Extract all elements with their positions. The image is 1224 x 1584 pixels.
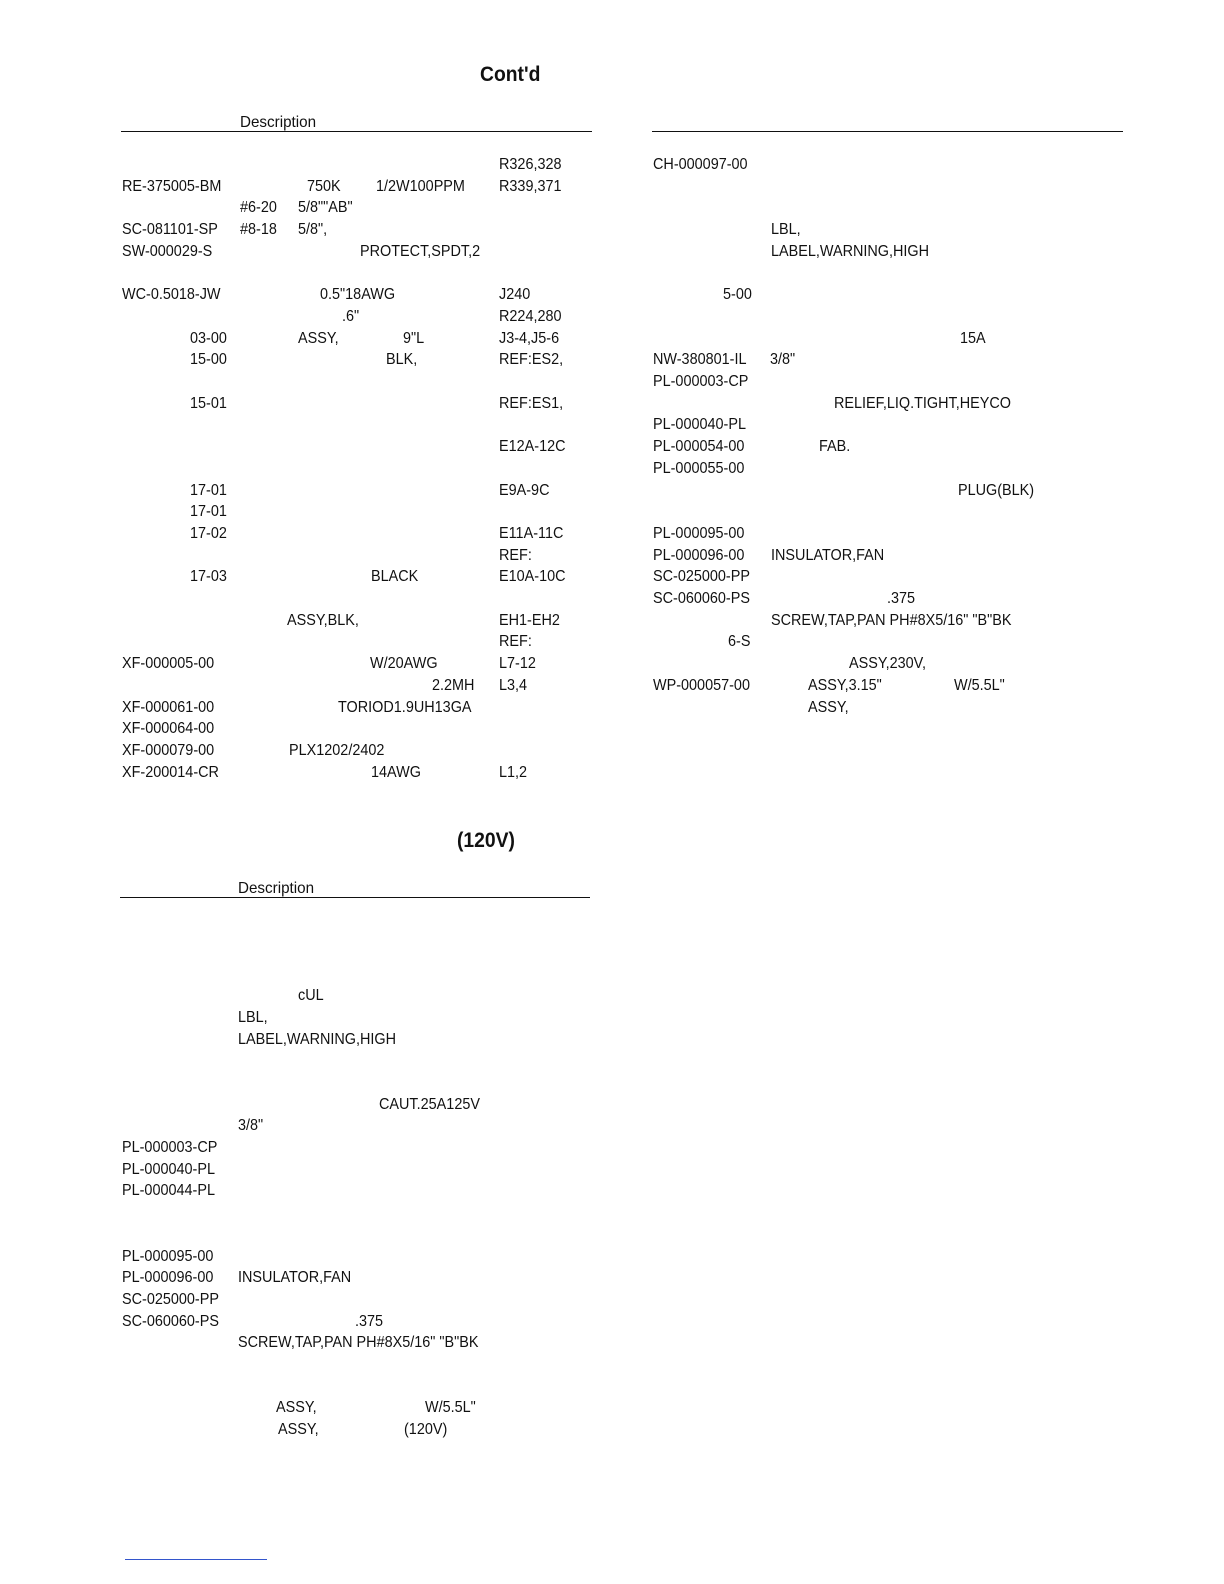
table-row bbox=[0, 742, 1224, 762]
table-row bbox=[0, 1399, 1224, 1419]
cell-c2: .6" bbox=[342, 307, 360, 325]
table-row bbox=[0, 1204, 1224, 1224]
table-row bbox=[0, 547, 1224, 567]
cell-part: PL-000044-PL bbox=[122, 1182, 215, 1200]
table-row bbox=[0, 1421, 1224, 1441]
cell-c2: ASSY, bbox=[276, 1399, 317, 1417]
table-row bbox=[0, 1313, 1224, 1333]
table-row bbox=[0, 1052, 1224, 1072]
table-row bbox=[0, 590, 1224, 610]
table-row bbox=[0, 987, 1224, 1007]
cell-part: SC-025000-PP bbox=[653, 568, 750, 586]
cell-c1: LABEL,WARNING,HIGH bbox=[238, 1030, 397, 1048]
table-row bbox=[0, 699, 1224, 719]
bottom-table-column-header: Description bbox=[238, 880, 315, 897]
cell-part: 15-00 bbox=[190, 351, 227, 369]
cell-c1: 3/8" bbox=[238, 1117, 264, 1135]
table-row bbox=[0, 1009, 1224, 1029]
cell-part: PL-000096-00 bbox=[122, 1269, 214, 1287]
cell-c3: 14AWG bbox=[371, 763, 421, 781]
cell-part: SC-060060-PS bbox=[653, 590, 750, 607]
cell-ref: REF: bbox=[499, 633, 532, 651]
cell-c3: BLK, bbox=[386, 351, 418, 369]
right-table-rule bbox=[652, 131, 1123, 132]
cell-c3: PROTECT,SPDT,2 bbox=[360, 242, 481, 260]
table-row bbox=[0, 965, 1224, 985]
left-table-column-header: Description bbox=[240, 114, 317, 131]
cell-c1: SCREW,TAP,PAN PH#8X5/16" "B"BK bbox=[238, 1334, 479, 1352]
table-row bbox=[0, 568, 1224, 588]
cell-c1: INSULATOR,FAN bbox=[771, 546, 885, 564]
table-row bbox=[0, 944, 1224, 964]
table-row bbox=[0, 525, 1224, 545]
cell-c3: CAUT.25A125V bbox=[379, 1095, 480, 1113]
cell-part: SC-081101-SP bbox=[122, 221, 218, 239]
cell-part: 17-01 bbox=[190, 503, 227, 521]
cell-part: 03-00 bbox=[190, 329, 227, 347]
table-row bbox=[0, 199, 1224, 219]
cell-ref: J3-4,J5-6 bbox=[499, 329, 560, 347]
cell-part: PL-000040-PL bbox=[122, 1160, 215, 1178]
table-row bbox=[0, 1334, 1224, 1354]
cell-part: 17-03 bbox=[190, 568, 227, 586]
table-row bbox=[0, 351, 1224, 371]
cell-part: PL-000054-00 bbox=[653, 438, 745, 456]
cell-part: 5-00 bbox=[723, 286, 752, 304]
table-row bbox=[0, 764, 1224, 784]
cell-ref: REF: bbox=[499, 546, 532, 564]
table-row bbox=[0, 1356, 1224, 1376]
table-row bbox=[0, 308, 1224, 328]
table-row bbox=[0, 482, 1224, 502]
cell-c2: .375 bbox=[887, 590, 916, 607]
cell-ref: E9A-9C bbox=[499, 481, 550, 499]
table-row bbox=[0, 633, 1224, 653]
cell-part: RE-375005-BM bbox=[122, 177, 222, 195]
cell-c1: #6-20 bbox=[240, 199, 277, 217]
table-row bbox=[0, 720, 1224, 740]
cell-part: WP-000057-00 bbox=[653, 676, 750, 694]
cell-ref: E11A-11C bbox=[499, 524, 564, 542]
table-row bbox=[0, 416, 1224, 436]
table-row bbox=[0, 265, 1224, 285]
cell-c2: 0.5"18AWG bbox=[320, 286, 396, 304]
cell-ref: E10A-10C bbox=[499, 568, 566, 586]
table-row bbox=[0, 395, 1224, 415]
cell-c2: ASSY,BLK, bbox=[287, 611, 359, 629]
cell-c1: #8-18 bbox=[240, 221, 277, 239]
cell-part: PL-000003-CP bbox=[122, 1139, 218, 1156]
table-row bbox=[0, 612, 1224, 632]
cell-c3: W/5.5L" bbox=[954, 676, 1005, 694]
cell-part: 17-01 bbox=[190, 481, 227, 499]
cell-c2: ASSY,3.15" bbox=[808, 676, 882, 694]
bottom-table-rule bbox=[120, 897, 590, 898]
cell-c2: .375 bbox=[355, 1312, 384, 1330]
cell-c3: W/5.5L" bbox=[425, 1399, 476, 1417]
table-row bbox=[0, 286, 1224, 306]
table-row bbox=[0, 655, 1224, 675]
table-row bbox=[0, 1031, 1224, 1051]
cell-c2: 5/8""AB" bbox=[298, 199, 353, 217]
cell-part: PL-000095-00 bbox=[122, 1247, 214, 1265]
table-row bbox=[0, 243, 1224, 263]
cell-ref: L7-12 bbox=[499, 655, 536, 673]
table-row bbox=[0, 677, 1224, 697]
table-row bbox=[0, 1182, 1224, 1202]
cell-part: NW-380801-IL bbox=[653, 351, 747, 369]
cell-ref: J240 bbox=[499, 286, 531, 304]
cell-part: XF-000005-00 bbox=[122, 655, 215, 673]
table-row bbox=[0, 1378, 1224, 1398]
cell-c1: 3/8" bbox=[770, 351, 796, 369]
table-row bbox=[0, 1074, 1224, 1094]
table-row bbox=[0, 922, 1224, 942]
table-row bbox=[0, 330, 1224, 350]
cell-part: SC-025000-PP bbox=[122, 1290, 219, 1308]
cell-ref: REF:ES1, bbox=[499, 394, 564, 412]
table-row bbox=[0, 156, 1224, 176]
left-table-heading: Cont'd bbox=[480, 63, 541, 86]
table-row bbox=[0, 221, 1224, 241]
cell-c2: 750K bbox=[307, 177, 341, 195]
cell-c3: 9"L bbox=[403, 329, 425, 347]
cell-part: CH-000097-00 bbox=[653, 156, 748, 173]
table-row bbox=[0, 1161, 1224, 1181]
cell-c3: TORIOD1.9UH13GA bbox=[338, 698, 472, 716]
cell-part: WC-0.5018-JW bbox=[122, 286, 221, 304]
cell-part: SW-000029-S bbox=[122, 242, 213, 260]
cell-c2: RELIEF,LIQ.TIGHT,HEYCO bbox=[834, 394, 1012, 412]
cell-part: SC-060060-PS bbox=[122, 1312, 219, 1330]
cell-c1: LBL, bbox=[238, 1008, 268, 1026]
cell-c3: 15A bbox=[960, 329, 986, 347]
cell-c3: W/20AWG bbox=[370, 655, 438, 673]
cell-c1: LABEL,WARNING,HIGH bbox=[771, 242, 930, 260]
cell-part: XF-000079-00 bbox=[122, 741, 215, 759]
table-row bbox=[0, 1291, 1224, 1311]
cell-ref: R339,371 bbox=[499, 177, 562, 195]
cell-ref: REF:ES2, bbox=[499, 351, 564, 369]
table-row bbox=[0, 438, 1224, 458]
table-row bbox=[0, 1139, 1224, 1159]
table-row bbox=[0, 178, 1224, 198]
cell-part: 15-01 bbox=[190, 394, 227, 412]
cell-part: PL-000096-00 bbox=[653, 546, 745, 564]
cell-ref: L1,2 bbox=[499, 763, 528, 781]
cell-c2: cUL bbox=[298, 987, 324, 1005]
cell-c3: 1/2W100PPM bbox=[376, 177, 465, 195]
cell-c3: BLACK bbox=[371, 568, 419, 586]
cell-c2: ASSY, bbox=[298, 329, 339, 347]
table-row bbox=[0, 373, 1224, 393]
cell-part: 6-S bbox=[728, 633, 751, 651]
cell-c2: FAB. bbox=[819, 438, 851, 456]
table-row bbox=[0, 1269, 1224, 1289]
cell-c2: ASSY,230V, bbox=[849, 655, 926, 673]
left-table-rule bbox=[121, 131, 592, 132]
cell-part: 17-02 bbox=[190, 524, 227, 542]
cell-c2: ASSY, bbox=[278, 1421, 319, 1439]
bottom-table-heading: (120V) bbox=[457, 829, 515, 852]
cell-part: XF-200014-CR bbox=[122, 763, 219, 781]
cell-ref: E12A-12C bbox=[499, 438, 566, 456]
table-row bbox=[0, 503, 1224, 523]
table-row bbox=[0, 460, 1224, 480]
cell-c1: LBL, bbox=[771, 221, 801, 239]
table-row bbox=[0, 1226, 1224, 1246]
footer-link-underline bbox=[125, 1559, 267, 1560]
cell-part: XF-000061-00 bbox=[122, 698, 215, 716]
table-row bbox=[0, 1248, 1224, 1268]
cell-ref: EH1-EH2 bbox=[499, 611, 560, 629]
cell-c3: (120V) bbox=[404, 1421, 448, 1439]
table-row bbox=[0, 1117, 1224, 1137]
cell-c2: 5/8", bbox=[298, 221, 328, 239]
cell-part: PL-000040-PL bbox=[653, 416, 746, 434]
cell-part: PL-000003-CP bbox=[653, 373, 749, 390]
cell-c2: PLX1202/2402 bbox=[289, 741, 385, 759]
cell-part: PL-000095-00 bbox=[653, 524, 745, 542]
cell-ref: L3,4 bbox=[499, 676, 528, 694]
cell-c1: SCREW,TAP,PAN PH#8X5/16" "B"BK bbox=[771, 611, 1012, 629]
cell-ref: R326,328 bbox=[499, 156, 562, 173]
cell-c3: PLUG(BLK) bbox=[958, 481, 1035, 499]
table-row bbox=[0, 1096, 1224, 1116]
cell-c1: INSULATOR,FAN bbox=[238, 1269, 352, 1287]
cell-part: XF-000064-00 bbox=[122, 720, 215, 738]
cell-part: PL-000055-00 bbox=[653, 459, 745, 477]
cell-ref: R224,280 bbox=[499, 307, 562, 325]
cell-c3: 2.2MH bbox=[432, 676, 475, 694]
cell-c2: ASSY, bbox=[808, 698, 849, 716]
